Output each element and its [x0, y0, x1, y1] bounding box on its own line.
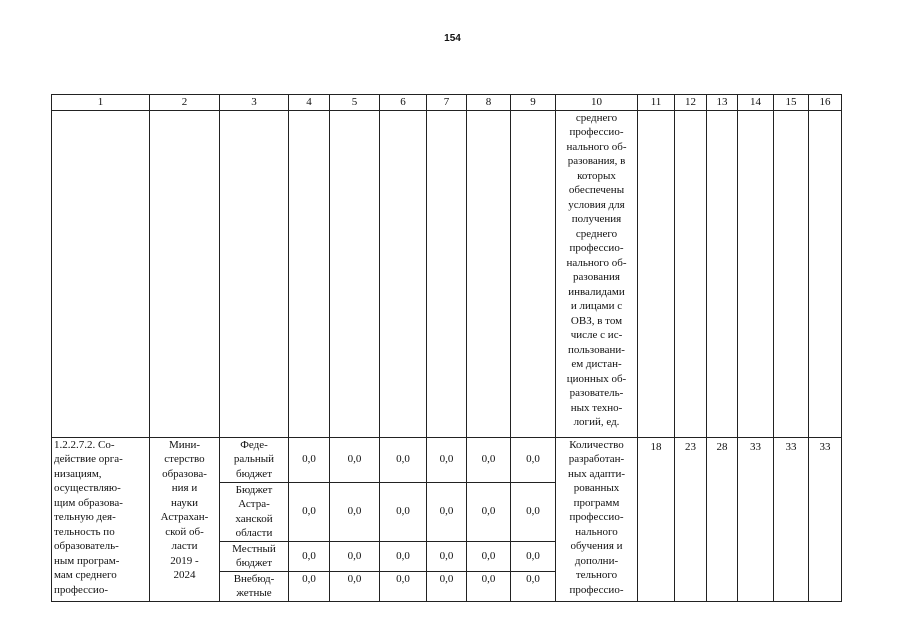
column-number-cell: 10 [556, 95, 638, 111]
funding-value: 0,0 [330, 571, 380, 601]
funding-value: 0,0 [467, 482, 511, 541]
column-number-cell: 3 [220, 95, 289, 111]
funding-value: 0,0 [511, 571, 556, 601]
indicator-value: 33 [738, 437, 774, 601]
column-number-cell: 5 [330, 95, 380, 111]
funding-value: 0,0 [427, 571, 467, 601]
funding-value: 0,0 [289, 541, 330, 571]
column-number-cell: 12 [675, 95, 707, 111]
indicator-value: 33 [774, 437, 809, 601]
funding-value: 0,0 [427, 541, 467, 571]
funding-value: 0,0 [380, 437, 427, 482]
measure-name: 1.2.2.7.2. Со- действие орга- низациям, осуществляю- щим образова- тельную дея- тельность по образователь- ным програм- мам среднего профессио- [52, 437, 150, 601]
indicator-value: 33 [809, 437, 842, 601]
measure-row [52, 437, 842, 482]
column-number-cell: 4 [289, 95, 330, 111]
column-number-cell: 7 [427, 95, 467, 111]
indicator-description: Количество разработан- ных адапти- рованных программ профессио- нального обучения и дополни- тельного профессио- [556, 437, 638, 601]
column-number-cell: 8 [467, 95, 511, 111]
column-number-cell: 14 [738, 95, 774, 111]
column-number-cell: 6 [380, 95, 427, 111]
indicator-value: 28 [707, 437, 738, 601]
funding-value: 0,0 [289, 437, 330, 482]
funding-value: 0,0 [330, 437, 380, 482]
funding-value: 0,0 [380, 541, 427, 571]
column-number-row [52, 95, 842, 111]
funding-value: 0,0 [330, 541, 380, 571]
funding-value: 0,0 [467, 437, 511, 482]
indicator-description-continued: среднего профессио- нального об- разования, в которых обеспечены условия для получения среднего профессио- нального об- разования инвалидами и лицами с ОВЗ, в том числе с ис- пользовани- ем дистан- ционных об- разователь- ных техно- логий, ед. [556, 110, 638, 437]
column-number-cell: 9 [511, 95, 556, 111]
continuation-row [52, 110, 842, 437]
funding-value: 0,0 [289, 482, 330, 541]
funding-source: Феде- ральный бюджет [220, 437, 289, 482]
column-number-cell: 11 [638, 95, 675, 111]
funding-value: 0,0 [427, 482, 467, 541]
funding-source: Бюджет Астра- ханской области [220, 482, 289, 541]
funding-source: Местный бюджет [220, 541, 289, 571]
column-number-cell: 15 [774, 95, 809, 111]
responsible-executor: Мини- стерство образова- ния и науки Астрахан- ской об- ласти 2019 - 2024 [150, 437, 220, 601]
column-number-cell: 13 [707, 95, 738, 111]
funding-value: 0,0 [511, 541, 556, 571]
column-number-cell: 1 [52, 95, 150, 111]
page-number: 154 [444, 33, 461, 44]
funding-value: 0,0 [511, 482, 556, 541]
indicator-value: 18 [638, 437, 675, 601]
indicator-value: 23 [675, 437, 707, 601]
funding-source: Внебюд- жетные [220, 571, 289, 601]
funding-value: 0,0 [380, 482, 427, 541]
funding-value: 0,0 [511, 437, 556, 482]
budget-table [51, 94, 842, 602]
funding-value: 0,0 [467, 571, 511, 601]
funding-value: 0,0 [427, 437, 467, 482]
funding-value: 0,0 [467, 541, 511, 571]
funding-value: 0,0 [330, 482, 380, 541]
funding-value: 0,0 [289, 571, 330, 601]
column-number-cell: 16 [809, 95, 842, 111]
column-number-cell: 2 [150, 95, 220, 111]
funding-value: 0,0 [380, 571, 427, 601]
